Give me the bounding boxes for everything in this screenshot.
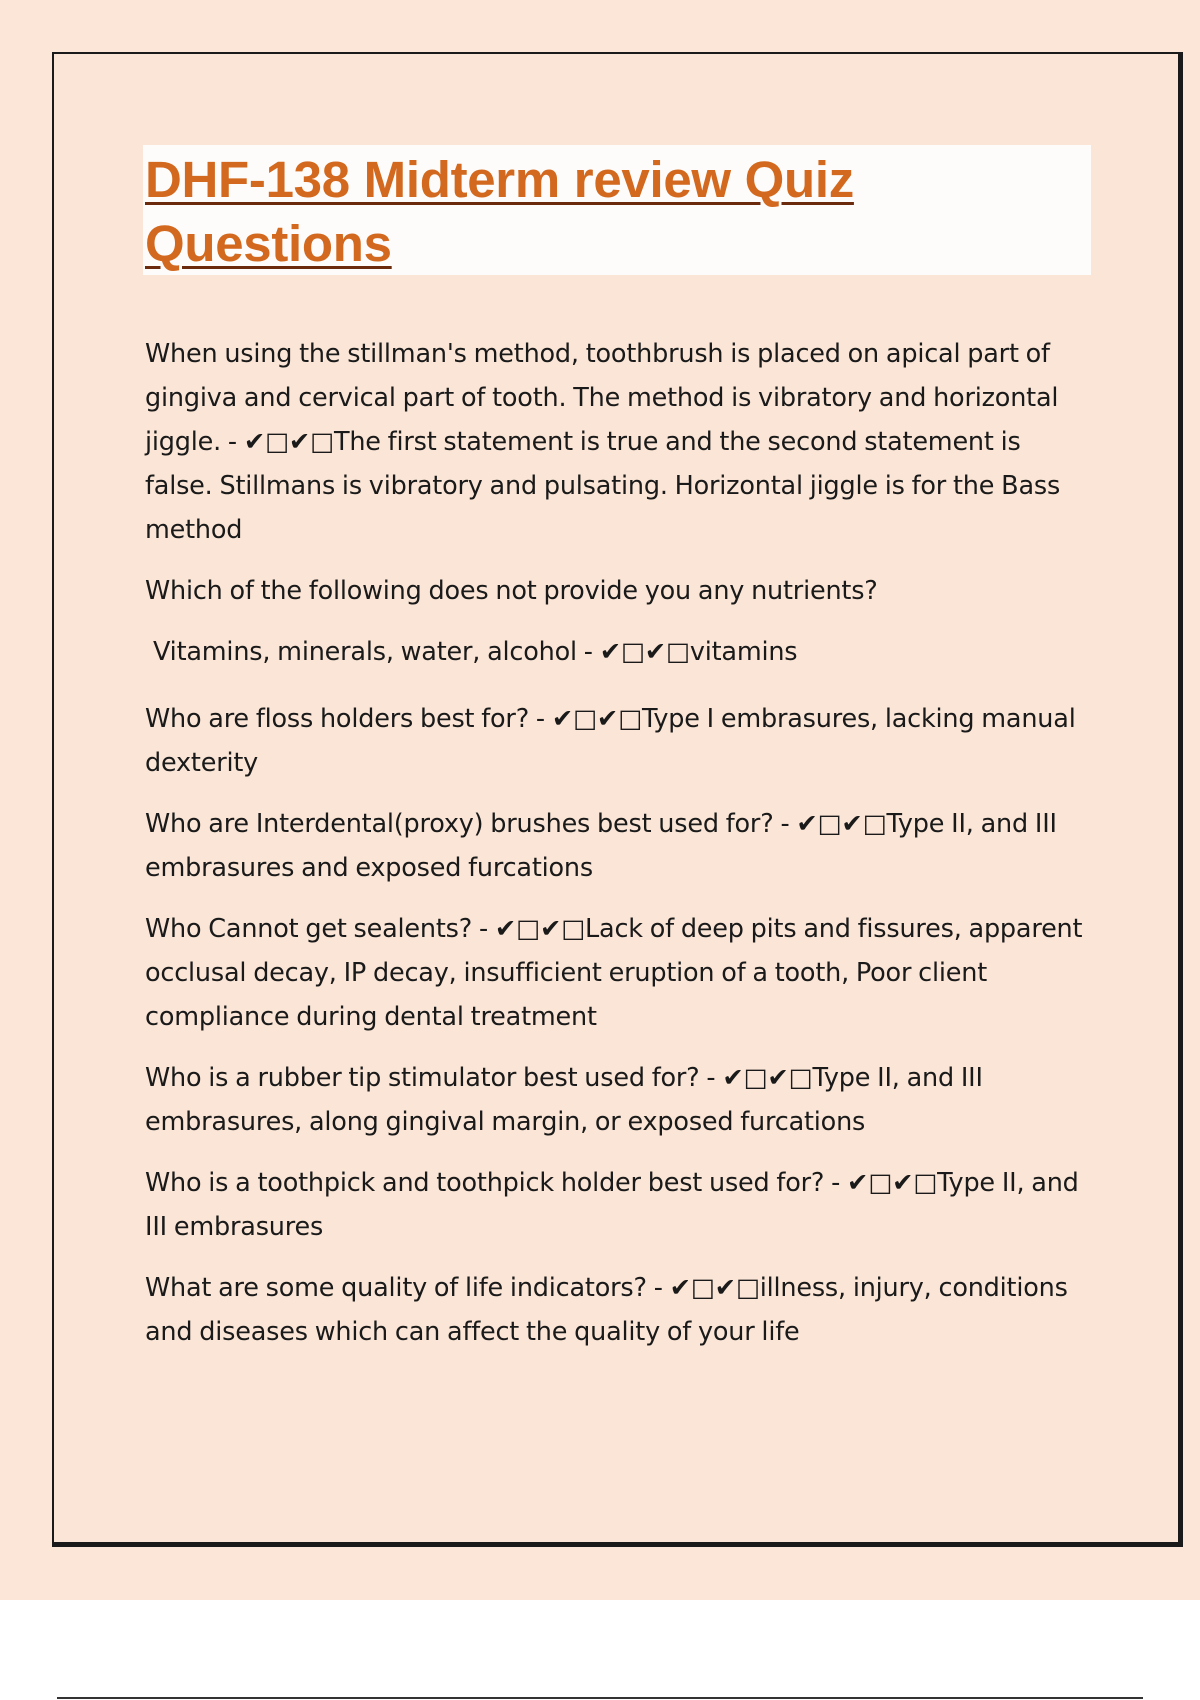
document-title: DHF-138 Midterm review Quiz Questions xyxy=(145,151,854,272)
qa-item: Who Cannot get sealents? - ✔□✔□Lack of deep pits and fissures, apparent occlusal decay, IP decay, insufficient eruption of a tooth, Poor client compliance during dental treatment xyxy=(145,914,1083,1032)
qa-item: Who is a toothpick and toothpick holder best used for? - ✔□✔□Type II, and III embrasures xyxy=(145,1168,1079,1242)
qa-item: Who are floss holders best for? - ✔□✔□Type I embrasures, lacking manual dexterity xyxy=(145,704,1076,778)
qa-item: What are some quality of life indicators? - ✔□✔□illness, injury, conditions and diseases which can affect the quality of your life xyxy=(145,1273,1068,1347)
qa-item: Which of the following does not provide you any nutrients? xyxy=(145,576,878,606)
qa-item: When using the stillman's method, toothbrush is placed on apical part of gingiva and cervical part of tooth. The method is vibratory and horizontal jiggle. - ✔□✔□The first statement is true and the second statement is false. Stillmans is vibratory and pulsating. Horizontal jiggle is for the Bass method xyxy=(145,339,1061,545)
qa-item: Who is a rubber tip stimulator best used for? - ✔□✔□Type II, and III embrasures, along gingival margin, or exposed furcations xyxy=(145,1063,983,1137)
qa-item: Who are Interdental(proxy) brushes best used for? - ✔□✔□Type II, and III embrasures and exposed furcations xyxy=(145,809,1057,883)
qa-list xyxy=(145,332,1090,1371)
qa-item: Vitamins, minerals, water, alcohol - ✔□✔□vitamins xyxy=(153,637,798,667)
footer-rule xyxy=(57,1697,1143,1699)
